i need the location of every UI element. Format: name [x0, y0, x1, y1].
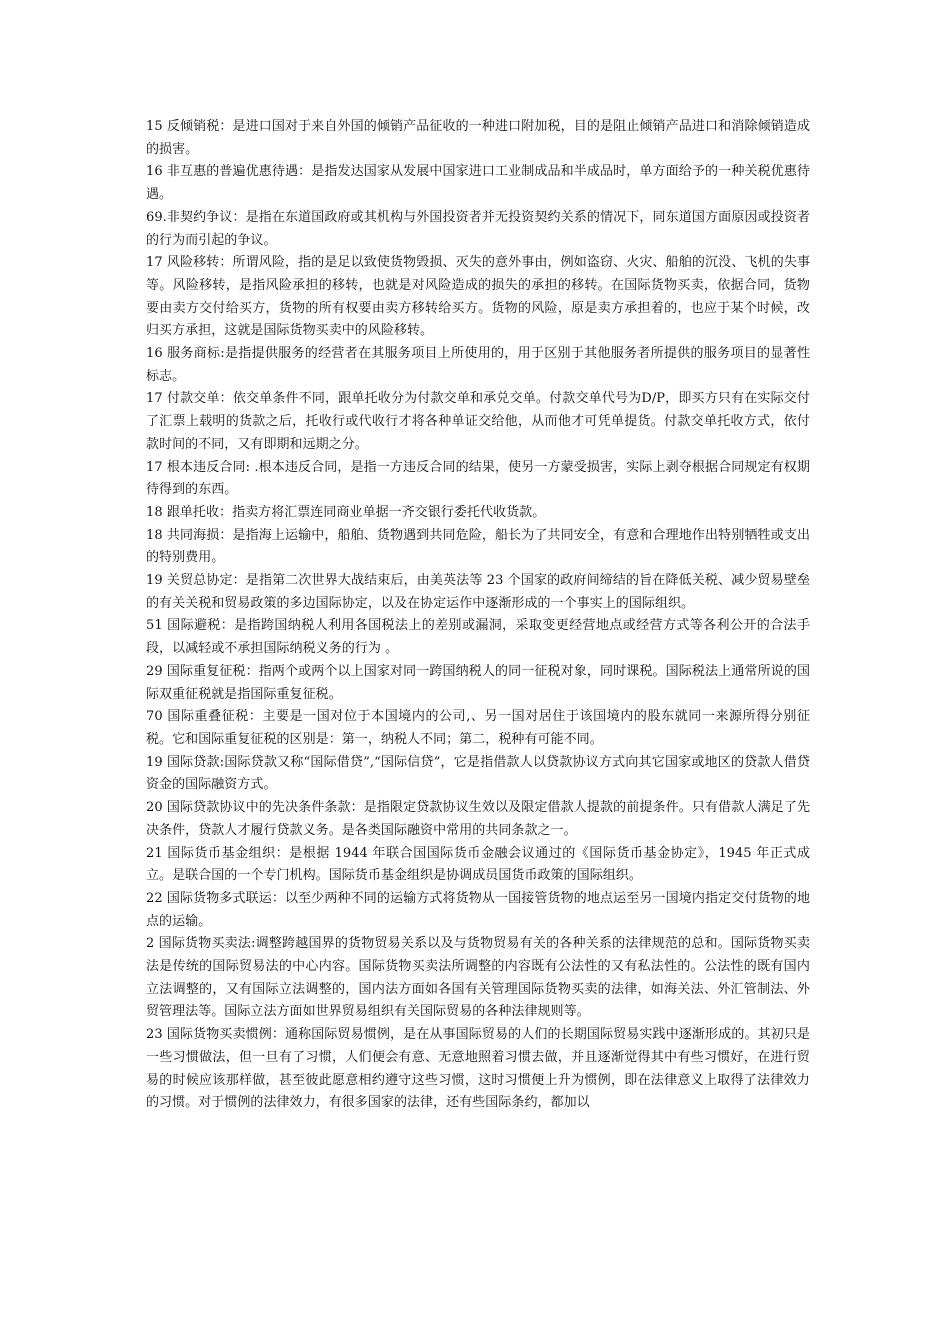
glossary-entry: 17 风险移转：所谓风险，指的是足以致使货物毁损、灭失的意外事由，例如盗窃、火灾、船舶的沉没、飞机的失事等。风险移转，是指风险承担的移转，也就是对风险造成的损失的承担的移转。在国际货物买卖，依据合同，货物要由卖方交付给买方，货物的所有权要由卖方移转给买方。货物的风险，原是卖方承担着的，也应于某个时候，改归买方承担，这就是国际货物买卖中的风险移转。	[146, 255, 810, 339]
glossary-entry: 21 国际货币基金组织：是根据 1944 年联合国国际货币金融会议通过的《国际货币基金协定》，1945 年正式成立。是联合国的一个专门机构。国际货币基金组织是协调成员国货币政策的国际组织。	[146, 845, 810, 884]
glossary-entry: 69.非契约争议：是指在东道国政府或其机构与外国投资者并无投资契约关系的情况下，同东道国方面原因或投资者的行为而引起的争议。	[146, 209, 810, 248]
glossary-entry: 18 跟单托收：指卖方将汇票连同商业单据一齐交银行委托代收货款。	[146, 504, 546, 520]
glossary-entry: 16 服务商标:是指提供服务的经营者在其服务项目上所使用的，用于区别于其他服务者所提供的服务项目的显著性标志。	[146, 346, 810, 384]
glossary-entry: 16 非互惠的普遍优惠待遇：是指发达国家从发展中国家进口工业制成品和半成品时，单方面给予的一种关税优惠待遇。	[146, 164, 810, 203]
glossary-entry: 17 根本违反合同: .根本违反合同，是指一方违反合同的结果，使另一方蒙受损害，实际上剥夺根据合同规定有权期待得到的东西。	[146, 459, 810, 498]
glossary-entry: 17 付款交单：依交单条件不同，跟单托收分为付款交单和承兑交单。付款交单代号为D/P，即买方只有在实际交付了汇票上载明的货款之后，托收行或代收行才将各种单证交给他，从而他才可凭单提货。付款交单托收方式，依付款时间的不同，又有即期和远期之分。	[146, 391, 810, 452]
glossary-entry: 20 国际贷款协议中的先决条件条款：是指限定贷款协议生效以及限定借款人提款的前提条件。只有借款人满足了先决条件，贷款人才履行贷款义务。是各类国际融资中常用的共同条款之一。	[146, 800, 810, 838]
glossary-entry: 23 国际货物买卖惯例：通称国际贸易惯例，是在从事国际贸易的人们的长期国际贸易实践中逐渐形成的。其初只是一些习惯做法，但一旦有了习惯，人们便会有意、无意地照着习惯去做，并且逐渐觉得其中有些习惯好，在进行贸易的时候应该那样做，甚至彼此愿意相约遵守这些习惯，这时习惯便上升为惯例，即在法律意义上取得了法律效力的习惯。对于惯例的法律效力，有很多国家的法律，还有些国际条约，都加以	[146, 1027, 810, 1111]
glossary-entry: 22 国际货物多式联运：以至少两种不同的运输方式将货物从一国接管货物的地点运至另一国境内指定交付货物的地点的运输。	[146, 890, 810, 929]
glossary-entry: 15 反倾销税：是进口国对于来自外国的倾销产品征收的一种进口附加税，目的是阻止倾销产品进口和消除倾销造成的损害。	[146, 119, 810, 157]
glossary-entry: 70 国际重叠征税：主要是一国对位于本国境内的公司,、另一国对居住于该国境内的股东就同一来源所得分别征税。它和国际重复征税的区别是：第一，纳税人不同；第二，税种有可能不同。	[146, 709, 810, 747]
glossary-entry: 19 国际贷款:国际贷款又称“国际借贷”,“国际信贷”，它是指借款人以贷款协议方式向其它国家或地区的贷款人借贷资金的国际融资方式。	[146, 754, 810, 793]
glossary-entry: 19 关贸总协定：是指第二次世界大战结束后，由美英法等 23 个国家的政府间缔结的旨在降低关税、减少贸易壁垒的有关关税和贸易政策的多边国际协定，以及在协定运作中逐渐形成的一个事实上的国际组织。	[146, 573, 810, 611]
glossary-entry: 51 国际避税：是指跨国纳税人利用各国税法上的差别或漏洞，采取变更经营地点或经营方式等各利公开的合法手段，以减轻或不承担国际纳税义务的行为 。	[146, 618, 810, 657]
glossary-entry: 18 共同海损：是指海上运输中，船舶、货物遇到共同危险，船长为了共同安全，有意和合理地作出特别牺牲或支出的特别费用。	[146, 527, 810, 566]
glossary-entry: 29 国际重复征税：指两个或两个以上国家对同一跨国纳税人的同一征税对象，同时课税。国际税法上通常所说的国际双重征税就是指国际重复征税。	[146, 663, 810, 702]
glossary-entry: 2 国际货物买卖法:调整跨越国界的货物贸易关系以及与货物贸易有关的各种关系的法律规范的总和。国际货物买卖 法是传统的国际贸易法的中心内容。国际货物买卖法所调整的内容既有公法性的又有私法性的。公法性的既有国内立法调整的，又有国际立法调整的，国内法方面如各国有关管理国际货物买卖的法律，如海关法、外汇管制法、外贸管理法等。国际立法方面如世界贸易组织有关国际贸易的各种法律规则等。	[146, 936, 810, 1020]
glossary-text	[146, 116, 810, 1115]
